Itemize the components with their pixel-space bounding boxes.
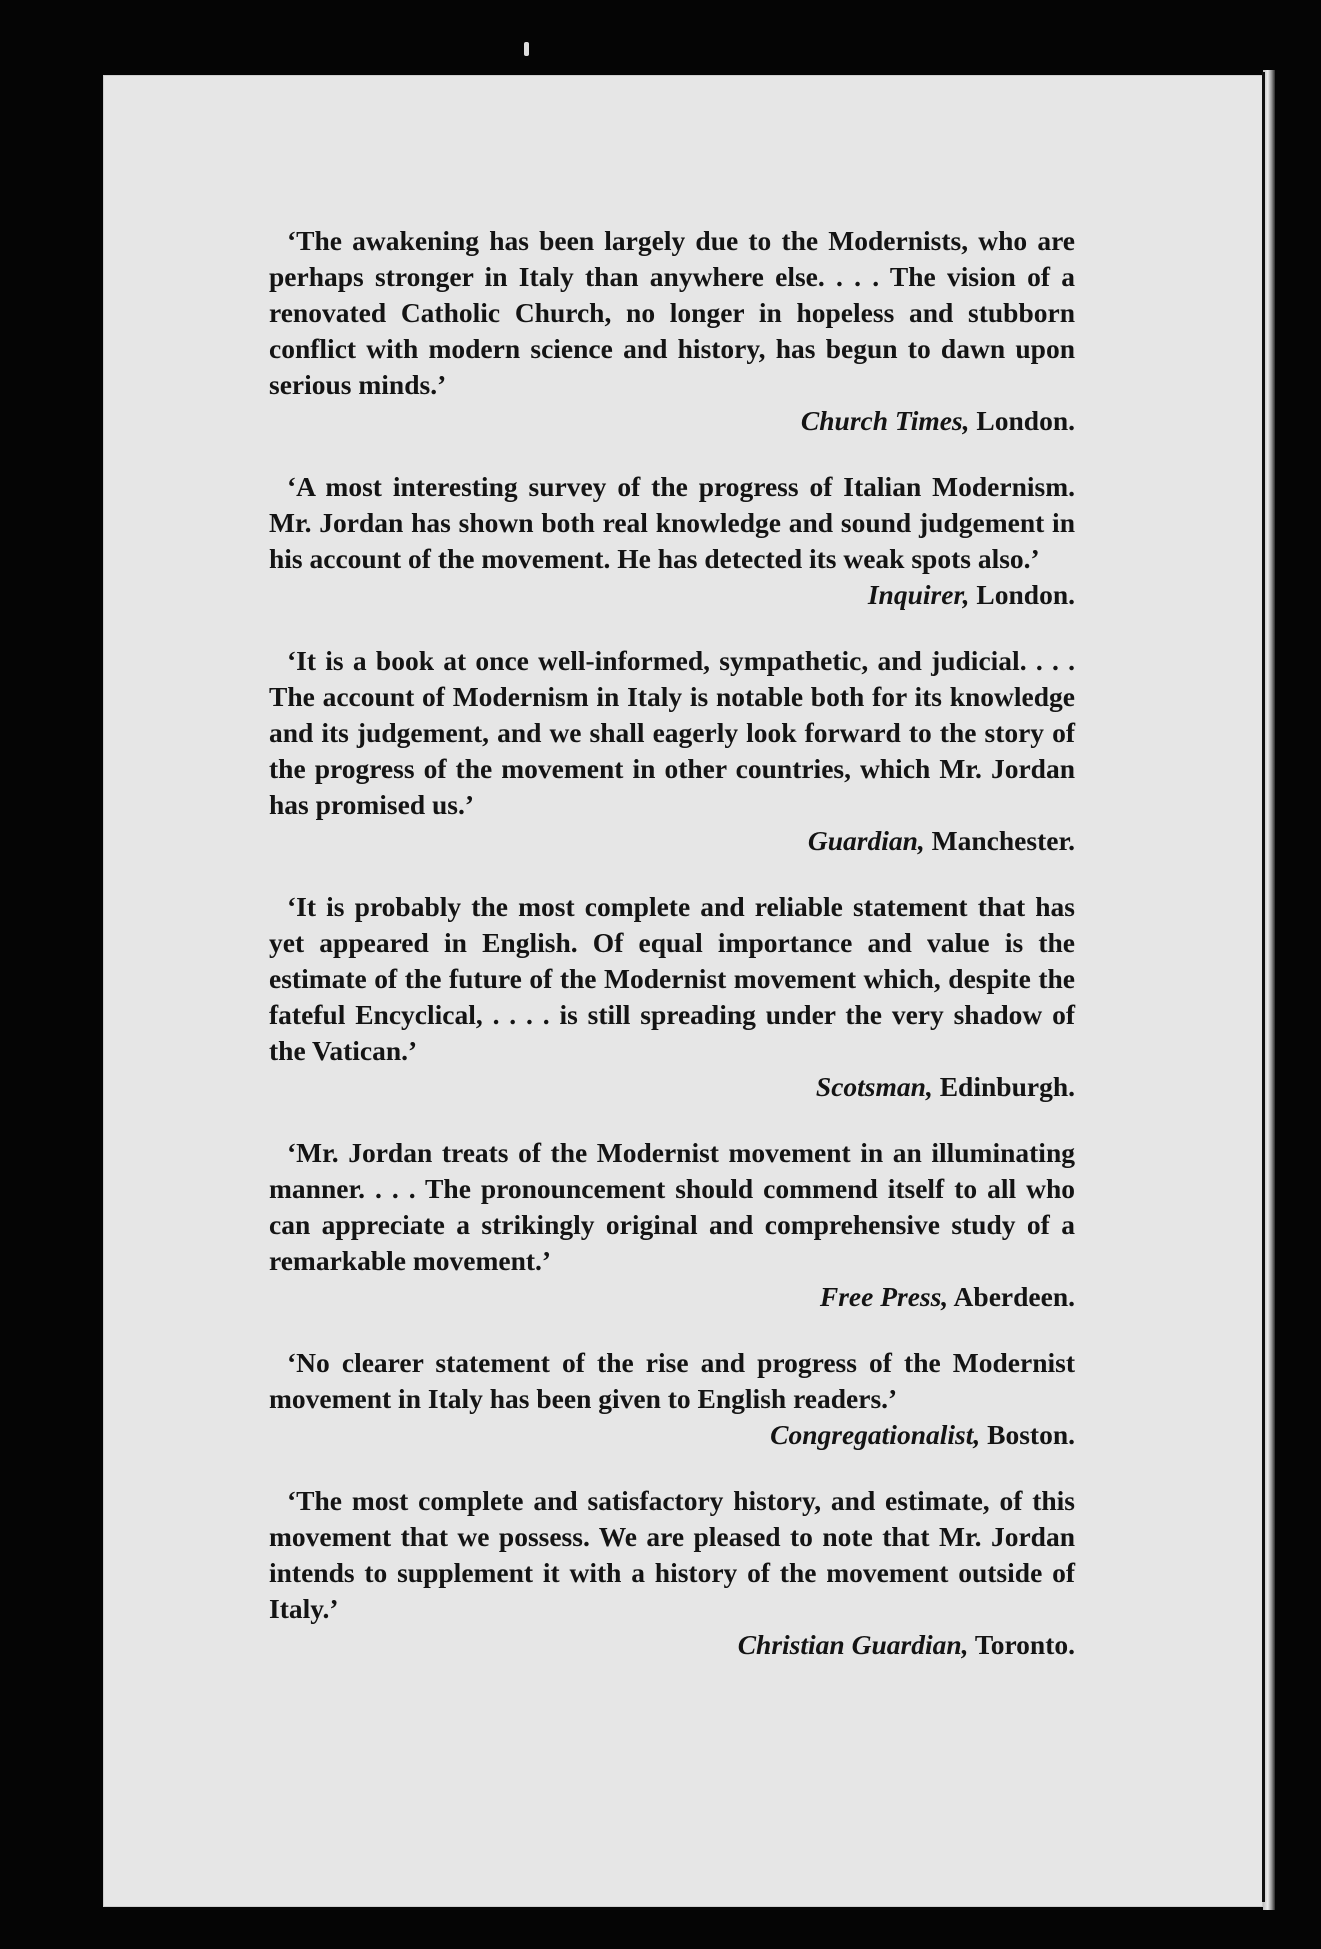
review-source: [269, 1279, 1075, 1315]
review-quote: ‘A most interesting survey of the progress of Italian Modernism. Mr. Jordan has shown both real knowledge and sound judgement in his account of the movement. He has detected its weak spots also.’: [269, 471, 1075, 574]
review-place: Boston.: [987, 1419, 1075, 1450]
review-scotsman: [269, 889, 1075, 1105]
review-publication: Congregationalist,: [770, 1419, 981, 1450]
review-quote: ‘Mr. Jordan treats of the Modernist movement in an illuminating manner. . . . The pronouncement should commend itself to all who can appreciate a strikingly original and comprehensive study of a remarkable movement.’: [269, 1137, 1075, 1276]
review-publication: Guardian,: [807, 825, 925, 856]
review-source: [269, 577, 1075, 613]
review-publication: Inquirer,: [867, 579, 970, 610]
page-edge-shadow: [1262, 72, 1265, 1902]
review-place: London.: [976, 579, 1075, 610]
review-place: London.: [976, 405, 1075, 436]
review-source: [269, 823, 1075, 859]
review-publication: Scotsman,: [815, 1071, 933, 1102]
review-place: Manchester.: [931, 825, 1075, 856]
review-source: [269, 1627, 1075, 1663]
review-inquirer: [269, 469, 1075, 613]
review-place: Aberdeen.: [953, 1281, 1075, 1312]
review-place: Edinburgh.: [939, 1071, 1075, 1102]
review-quote: ‘No clearer statement of the rise and progress of the Modernist movement in Italy has been given to English readers.’: [269, 1347, 1075, 1414]
review-quote: ‘It is a book at once well-informed, sympathetic, and judicial. . . . The account of Modernism in Italy is notable both for its knowledge and its judgement, and we shall eagerly look forward to the story of the progress of the movement in other countries, which Mr. Jordan has promised us.’: [269, 645, 1075, 820]
review-christian-guardian: [269, 1483, 1075, 1663]
review-quote: ‘The most complete and satisfactory history, and estimate, of this movement that we possess. We are pleased to note that Mr. Jordan intends to supplement it with a history of the movement outside of Italy.’: [269, 1485, 1075, 1624]
review-source: [269, 1069, 1075, 1105]
review-free-press: [269, 1135, 1075, 1315]
review-church-times: [269, 223, 1075, 439]
press-notices: [269, 223, 1075, 1693]
review-quote: ‘The awakening has been largely due to the Modernists, who are perhaps stronger in Italy than anywhere else. . . . The vision of a renovated Catholic Church, no longer in hopeless and stubborn conflict with modern science and history, has begun to dawn upon serious minds.’: [269, 225, 1075, 400]
review-guardian: [269, 643, 1075, 859]
review-place: Toronto.: [974, 1629, 1075, 1660]
review-publication: Free Press,: [819, 1281, 949, 1312]
review-source: [269, 403, 1075, 439]
review-publication: Church Times,: [800, 405, 970, 436]
scan-mark: [524, 42, 529, 56]
review-congregationalist: [269, 1345, 1075, 1453]
review-publication: Christian Guardian,: [737, 1629, 969, 1660]
review-quote: ‘It is probably the most complete and reliable statement that has yet appeared in English. Of equal importance and value is the estimate of the future of the Modernist movement which, despite the fateful Encyclical, . . . . is still spreading under the very shadow of the Vatican.’: [269, 891, 1075, 1066]
review-source: [269, 1417, 1075, 1453]
